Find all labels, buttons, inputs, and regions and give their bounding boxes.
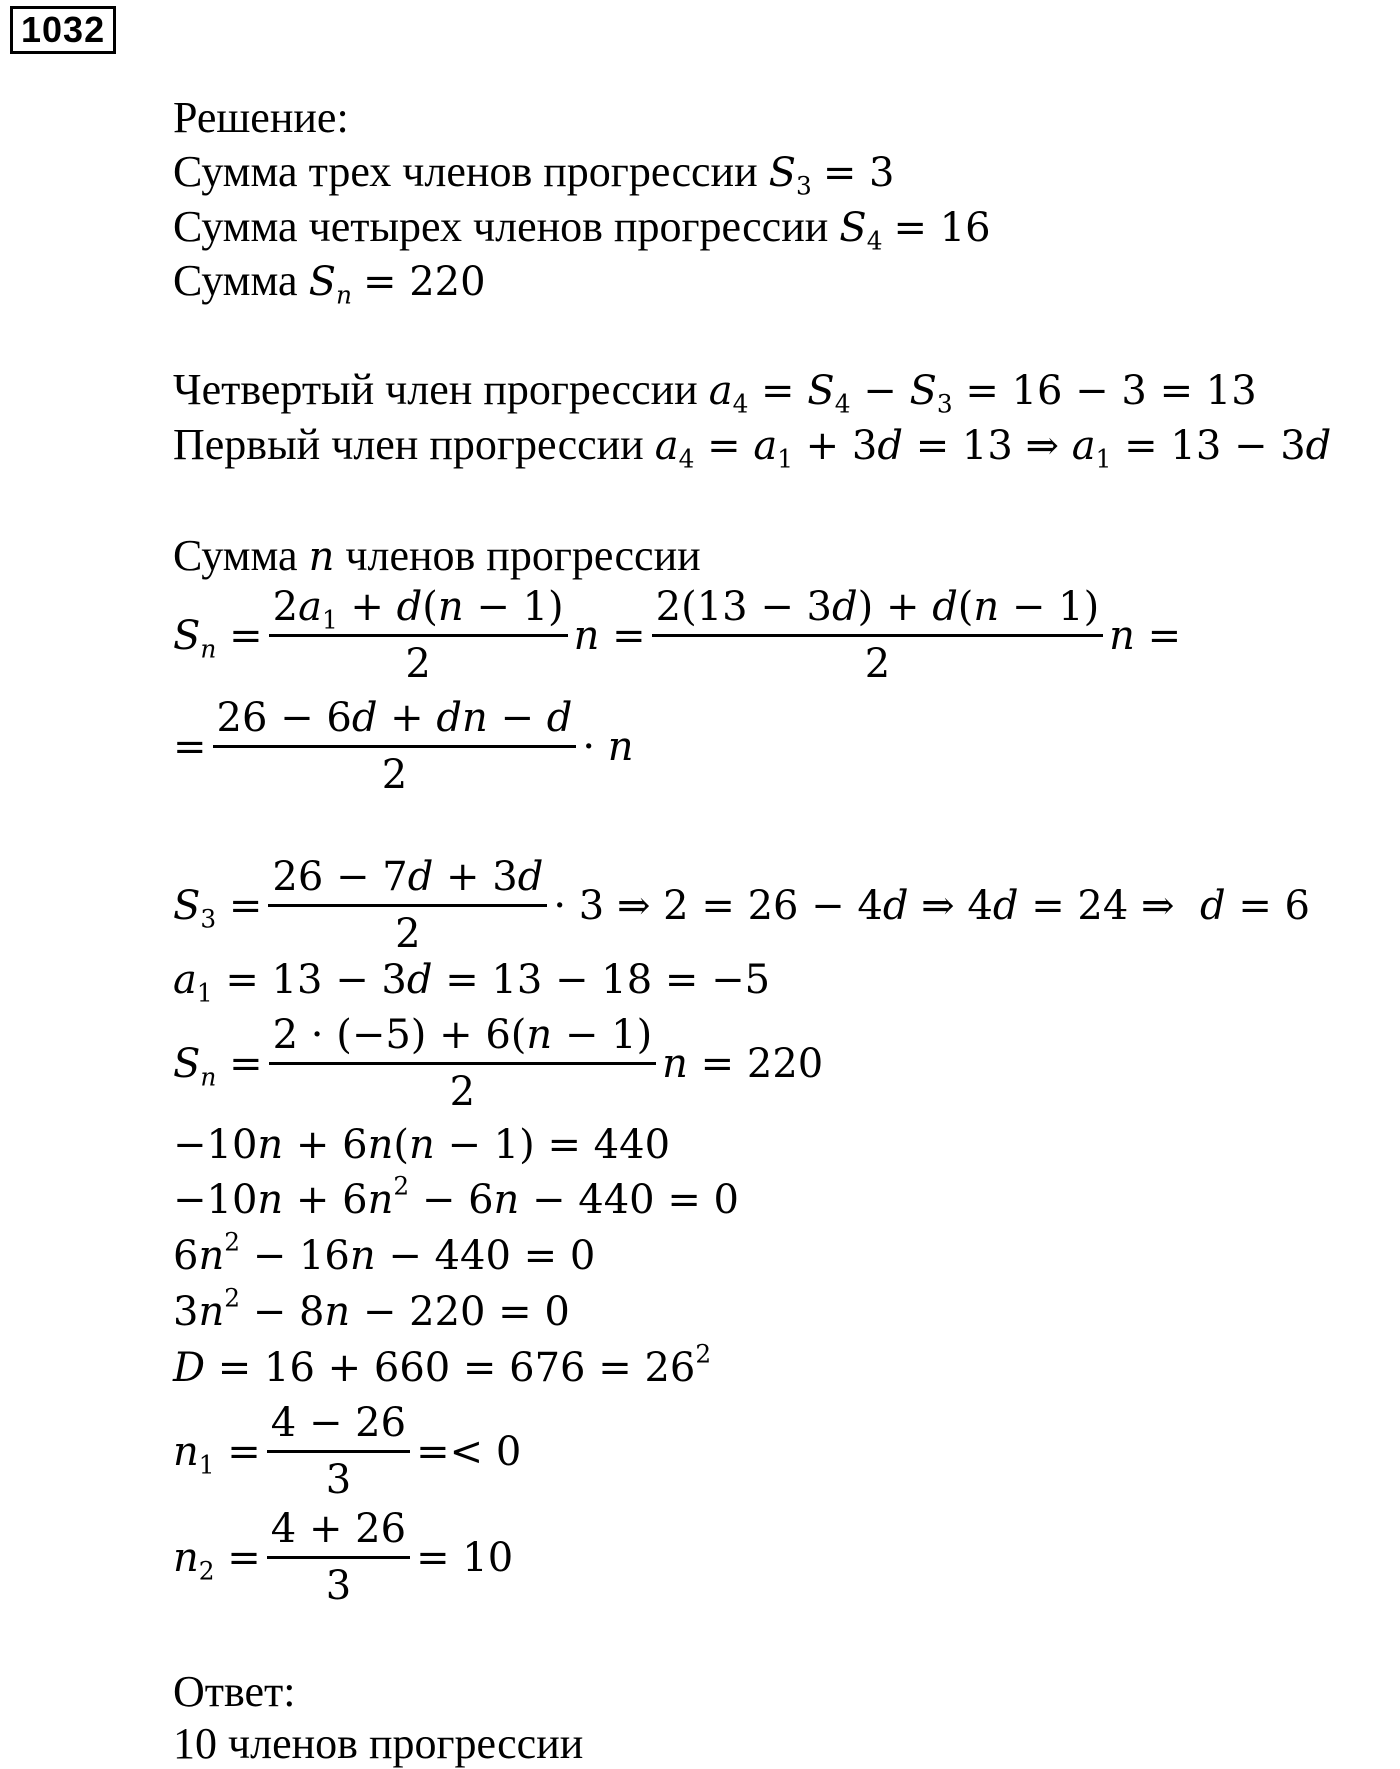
sn-formula-line: $S_n$ = $\frac{2a_1 + d(n - 1)}{2}$ n = $\frac{2(13 - 3d) + d(n - 1)}{2}$ n = bbox=[173, 584, 1182, 687]
sum-n-label-suffix: членов прогрессии bbox=[345, 531, 701, 580]
equation-step-1: −10n + 6n(n − 1) = 440 bbox=[173, 1122, 671, 1168]
equation-step-4: $3n^2 - 8n - 220 = 0$ bbox=[173, 1283, 570, 1335]
a4-line bbox=[173, 365, 1257, 419]
root-n2-fraction: $\frac{4 + 26}{3}$ bbox=[267, 1508, 410, 1607]
sn-equation-line: $S_n$ = $\frac{2 \cdot (-5) + 6(n - 1)}{2}$ n = 220 bbox=[173, 1012, 824, 1115]
given-s4-value: = 16 bbox=[893, 205, 991, 251]
given-sn-value: = 220 bbox=[362, 259, 486, 305]
given-sn-label: Сумма bbox=[173, 256, 298, 305]
equation-step-3: $6n^2 - 16n - 440 = 0$ bbox=[173, 1227, 596, 1279]
given-s3-line bbox=[173, 147, 895, 201]
problem-number: 1032 bbox=[10, 6, 116, 54]
answer-value: 10 членов прогрессии bbox=[173, 1719, 584, 1768]
sn-fraction-1: $\frac{2a_1 + d(n - 1)}{2}$ bbox=[269, 586, 568, 685]
a4-label: Четвертый член прогрессии bbox=[173, 365, 698, 414]
s3-fraction: $\frac{26 - 7d + 3d}{2}$ bbox=[268, 856, 547, 955]
sum-n-label-line bbox=[173, 531, 701, 580]
discriminant-line: $D = 16 + 660 = 676 = 26^2$ bbox=[173, 1339, 712, 1391]
given-s4-line bbox=[173, 202, 991, 256]
a1-line bbox=[173, 420, 1332, 474]
a1-label: Первый член прогрессии bbox=[173, 420, 644, 469]
sn-symbol: $S_n$ bbox=[308, 259, 352, 310]
n-symbol: n bbox=[308, 534, 335, 580]
a4-formula: $a_4 = S_4 - S_3 = 16 - 3 = 13$ bbox=[708, 368, 1257, 419]
sn-fraction-3: $\frac{26 - 6d + dn - d}{2}$ bbox=[213, 697, 577, 796]
root-n2-line: $n_2$ = $\frac{4 + 26}{3}$ = 10 bbox=[173, 1506, 514, 1609]
a1-value-line: $a_1 = 13 - 3d = 13 - 18 = -5$ bbox=[173, 957, 771, 1008]
a1-formula: $a_4 = a_1 + 3d = 13$ ⇒ $a_1 = 13 - 3d$ bbox=[654, 423, 1332, 474]
root-n1-line: $n_1$ = $\frac{4 - 26}{3}$ =< 0 bbox=[173, 1400, 522, 1503]
given-s3-value: = 3 bbox=[822, 150, 895, 196]
given-s4-label: Сумма четырех членов прогрессии bbox=[173, 202, 829, 251]
sn-equation-fraction: $\frac{2 \cdot (-5) + 6(n - 1)}{2}$ bbox=[269, 1014, 657, 1113]
s3-equation-line: $S_3$ = $\frac{26 - 7d + 3d}{2}$ · 3 ⇒ 2 = 26 − 4d ⇒ 4d = 24 ⇒ d = 6 bbox=[173, 854, 1311, 957]
given-sn-line bbox=[173, 256, 486, 310]
s3-symbol: $S_3$ bbox=[768, 150, 812, 201]
root-n1-fraction: $\frac{4 - 26}{3}$ bbox=[267, 1402, 410, 1501]
sn-simplified-line: = $\frac{26 - 6d + dn - d}{2}$ · n bbox=[173, 695, 634, 798]
s4-symbol: $S_4$ bbox=[839, 205, 883, 256]
sn-fraction-2: $\frac{2(13 - 3d) + d(n - 1)}{2}$ bbox=[652, 586, 1104, 685]
sum-n-label-prefix: Сумма bbox=[173, 531, 298, 580]
given-s3-label: Сумма трех членов прогрессии bbox=[173, 147, 758, 196]
equation-step-2: $-10n + 6n^2 - 6n - 440 = 0$ bbox=[173, 1171, 739, 1223]
answer-label: Ответ: bbox=[173, 1667, 296, 1716]
solution-title: Решение: bbox=[173, 93, 349, 142]
